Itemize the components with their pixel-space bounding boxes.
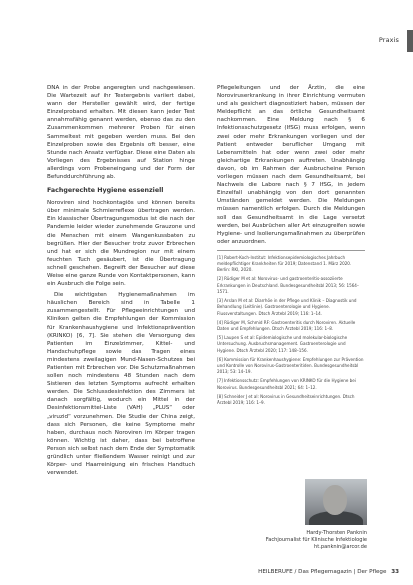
left-paragraph-2: Noroviren sind hochkontagiös und können bereits über minimale Schmierreflexe übertragen werden. Ein klassischer Übertragungsmodus ist die nach der Pandemie leider wieder zunehmende Grauzone und die Menschen mit einem Wangenkussbaten zu begrüßen. Hier der Besucher trotz zuvor Erbrechen und hat er sich die Mundregion nur mit einem feuchten Tuch gesäubert, ist die Übertragung schnell geschehen. Begreift der Besucher auf diese Weise eine ganze Runde von Kontaktpersonen, kann ein Ausbruch die Folge sein. <box>47 200 195 288</box>
reference-item: [3] Arslan M et al: Diarrhöe in der Pflege und Klinik – Diagnostik und Behandlung (Leitlinie). Gastroenterologie und Hygiene. Flussverstaltungen. Dtsch Ärztebl 2019; 116: 1–14. <box>217 298 357 316</box>
right-paragraph-1: Pflegeleitungen und der Ärztin, die eine Noroviruserkrankung in ihrer Einrichtung vermuten und als gesichert diagnostiziert haben, müssen der Meldepflicht an das örtliche Gesundheitsamt nachkommen. Eine Meldung nach § 6 Infektionsschutzgesetz (IfSG) muss erfolgen, wenn zwei oder mehr Erkrankungen vorliegen und der Patient entweder beruflicher Umgang mit Lebensmitteln hat oder wenn zwei oder mehr gleichartige Erkrankungen auftreten. Unabhängig davon, ob im Rahmen der Ausbrucheine Person vorliegen müssen nach dem Gesundheitsamt, bei Nachweis die Labore nach § 7 IfSG, in jedem Einzelfall unabhängig von den dort genannten Umständen gemeldet werden. Die Meldungen müssen namentlich erfolgen. Durch die Meldungen soll das Gesundheitsamt in die Lage versetzt werden, bei Ausbrüchen aller Art einzugreifen sowie Hygiene- und Isolierungsmaßnahmen zu überprüfen oder anzuordnen. <box>217 85 365 245</box>
author-photo <box>305 479 367 525</box>
section-heading: Fachgerechte Hygiene essenziell <box>47 187 164 195</box>
left-paragraph-1: DNA in der Probe angeregten und nachgewiesen. Die Wartezeit auf ihr Testergebnis variiert dabei, wann der Hersteller gewählt wird, der fertige Einzelproband erhalten. Mit diesen kann jeder Test annahmsfähig genannt werden, ebenso das zu den Zusammenkommen mehrerer Proben für einen Sammeltest mit gegeben werden muss. Bei den Einzelproben sowie des Ergebnis oft besser, eine Stunde nach Ansatz verfügbar. Diese eine Daten als Vorliegen des Ergebnisses auf Station hinge allerdings vom Probeneingang und der Form der Befunddurchführung ab. <box>47 85 195 181</box>
reference-item: [6] Kommission für Krankenhaushygiene: Empfehlungen zur Prävention und Kontrolle von Norovirus-Gastroenteritiden. Bundesgesundheitsbl 2013; 53: 14–19. <box>217 356 364 375</box>
page-footer <box>258 569 399 575</box>
section-label: Praxis <box>378 36 399 44</box>
author-name: Hardy-Thorsten Panknin <box>306 530 367 536</box>
author-title: Fachjournalist für Klinische Infektiologie <box>265 537 367 543</box>
left-paragraph-3: Die wichtigsten Hygienemaßnahmen im häuslichen Bereich sind in Tabelle 1 zusammengestellt. Für Pflegeeinrichtungen und Kliniken gelten die Empfehlungen der Kommission für Krankenhaushygiene und Infektionsprävention (KRINKO) [6, 7]. Sie stehen die Versorgung des Patienten im Einzelzimmer, Kittel- und Handschuhpflege sowie das Tragen eines mindestens zweilagigen Mund-Nasen-Schutzes bei Patienten mit Erbrechen vor. Die Schutzmaßnahmen sollen noch mindestens 48 Stunden nach dem Sistieren des letzten Symptoms aufrecht erhalten werden. Die Schlussdesinfektion des Zimmers ist danach sorgfältig, wodurch ein Mittel in der Desinfektionsmittel-Liste (VAH) „PLUS“ oder „viruzid“ vorzunehmen. Die Studie der China zeigt, dass sich Personen, die keine Symptome mehr haben, durchaus noch Noroviren im Körper tragen können. Wichtig ist daher, dass bei betroffene Person sich selbst nach dem Ende der Symptomatik gründlich unter fließendem Wasser reinigt und zur Körper- und Haarreinigung ein frisches Handtuch verwendet. <box>47 292 195 477</box>
reference-item: [1] Robert-Koch-Institut: Infektionsepidemiologisches Jahrbuch meldepflichtiger Krankheiten für 2019; Datenstand 1. März 2020. Berlin: RKI, 2020. <box>217 254 352 273</box>
author-email[interactable]: ht.panknin@arcor.de <box>314 544 367 550</box>
author-caption <box>266 530 367 551</box>
reference-item: [7] Infektionsschutz: Empfehlungen von KRINKO für die Hygiene bei Norovirus. Bundesgesundheitsbl 2021; 64: 1–12. <box>217 378 356 390</box>
page-number: 33 <box>391 569 399 575</box>
right-column <box>217 84 365 409</box>
page-edge-tab <box>407 30 413 52</box>
reference-item: [8] Schneider J et al: Norovirus in Gesundheitseinrichtungen. Dtsch Ärztebl 2019; 116: 1–9. <box>217 393 355 405</box>
reference-item: [2] Rüdiger M et al: Norovirus- und gastroenteritis-assoziierte Erkrankungen in Deutschland. Bundesgesundheitsbl 2013; 56: 1564–1571. <box>217 276 359 294</box>
author-photo-face <box>323 485 347 515</box>
references-list <box>217 250 365 406</box>
reference-item: [4] Rüdiger M, Schmid RF: Gastroenteritis durch Noroviren. Aktuelle Daten und Empfehlungen. Dtsch Ärztebl 2019; 116: 1–8. <box>217 319 356 331</box>
reference-item: [5] Laupen S et al: Epidemiologische und molekular-biologische Untersuchung. Ausbruchsmanagement. Gastroenterologie und Hygiene. Dtsch Ärztebl 2020; 117: 148–156. <box>217 335 348 353</box>
left-column <box>47 84 195 480</box>
footer-journal: HEILBERUFE / Das Pflegemagazin | Der Pflege <box>258 569 387 575</box>
